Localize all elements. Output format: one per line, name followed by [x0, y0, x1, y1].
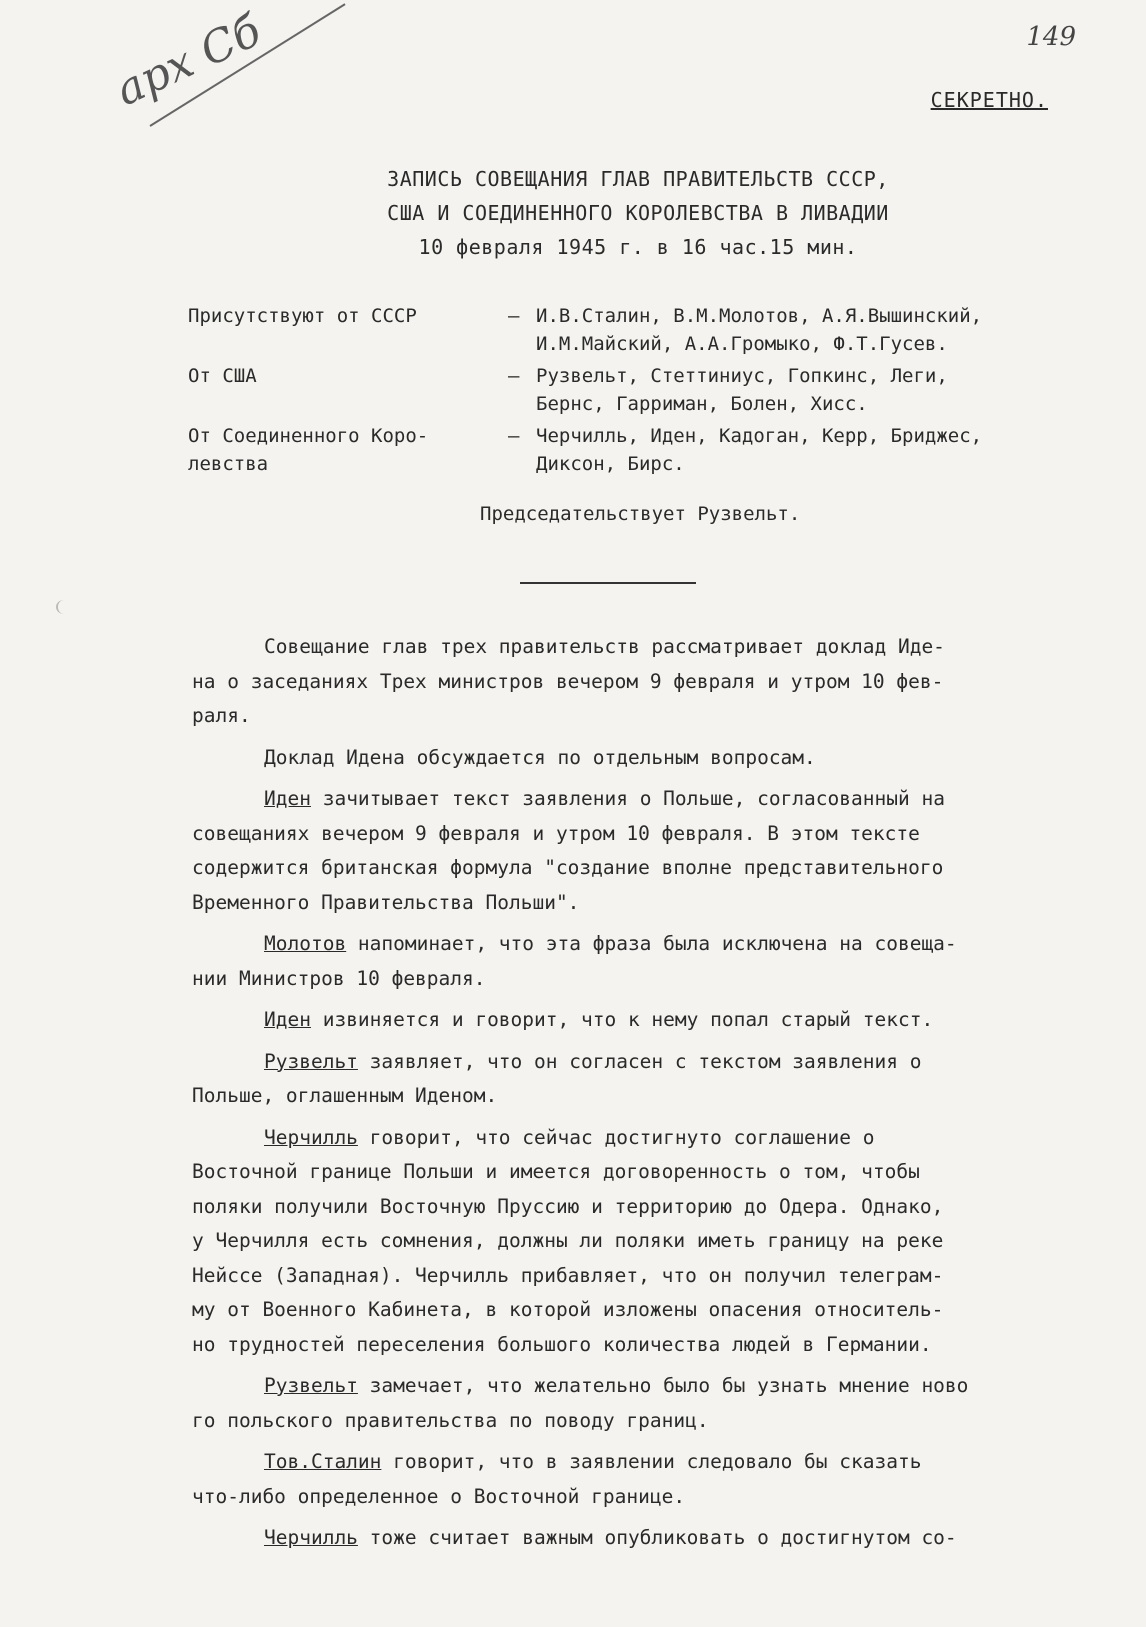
paragraph: Совещание глав трех правительств рассматривает доклад Иде- [264, 635, 945, 658]
paragraph: Иден извиняется и говорит, что к нему попал старый текст. [264, 1008, 934, 1031]
page-number: 149 [1026, 22, 1076, 52]
paragraph: Черчилль говорит, что сейчас достигнуто соглашение о [264, 1125, 875, 1149]
chair-statement: Председательствует Рузвельт. [480, 503, 801, 525]
handwritten-archive-note: арх Сб [108, 5, 269, 117]
speaker-name: Рузвельт [264, 1049, 358, 1073]
paragraph: Рузвельт замечает, что желательно было бы узнать мнение ново [264, 1374, 969, 1397]
section-divider [520, 582, 696, 584]
participants-label: От США [188, 365, 257, 387]
classification-stamp [931, 88, 1048, 112]
paragraph: Тов.Сталин говорит, что в заявлении следовало бы сказать [264, 1450, 922, 1473]
participants-label: От Соединенного Коро- левства [188, 425, 429, 475]
speaker-name: Иден [264, 1008, 311, 1031]
participants-names: Черчилль, Иден, Кадоган, Керр, Бриджес, Диксон, Бирс. [536, 425, 983, 475]
paragraph: Рузвельт заявляет, что он согласен с текстом заявления о [264, 1049, 922, 1073]
participants-usa: От США – Рузвельт, Стеттиниус, Гопкинс, Леги, Бернс, Гарриман, Болен, Хисс. [188, 362, 1088, 418]
speaker-name: Рузвельт [264, 1374, 358, 1397]
participants-names: Рузвельт, Стеттиниус, Гопкинс, Леги, Бернс, Гарриман, Болен, Хисс. [536, 365, 948, 415]
speaker-name: Иден [264, 787, 311, 810]
participants-label: Присутствуют от СССР [188, 305, 417, 327]
title-line-1: ЗАПИСЬ СОВЕЩАНИЯ ГЛАВ ПРАВИТЕЛЬСТВ СССР, [387, 167, 889, 191]
speaker-name: Тов.Сталин [264, 1450, 382, 1473]
paragraph: Иден зачитывает текст заявления о Польше, согласованный на [264, 787, 945, 810]
punch-hole-mark [56, 600, 72, 614]
title-line-3: 10 февраля 1945 г. в 16 час.15 мин. [418, 235, 858, 259]
speaker-name: Черчилль [264, 1526, 358, 1549]
title-line-2: США И СОЕДИНЕННОГО КОРОЛЕВСТВА В ЛИВАДИИ [387, 201, 889, 225]
participants-ussr: Присутствуют от СССР – И.В.Сталин, В.М.Молотов, А.Я.Вышинский, И.М.Майский, А.А.Громыко, Ф.Т.Гусев. [188, 302, 1088, 358]
paragraph: Доклад Идена обсуждается по отдельным вопросам. [264, 745, 816, 769]
paragraph: Молотов напоминает, что эта фраза была исключена на совеща- [264, 932, 957, 955]
paragraph: Черчилль тоже считает важным опубликовать о достигнутом со- [264, 1526, 957, 1549]
document-title [0, 162, 1146, 264]
participants-list [188, 302, 1088, 482]
speaker-name: Черчилль [264, 1125, 358, 1149]
participants-names: И.В.Сталин, В.М.Молотов, А.Я.Вышинский, И.М.Майский, А.А.Громыко, Ф.Т.Гусев. [536, 305, 983, 355]
speaker-name: Молотов [264, 932, 347, 955]
classification-text: СЕКРЕТНО. [930, 88, 1048, 112]
meeting-minutes-body: Совещание глав трех правительств рассматривает доклад Иде- на о заседаниях Трех министров вечером 9 февраля и утром 10 фев- раля. Доклад Идена обсуждается по отдельным вопросам. Иден зачитывает текст заявления о Польше, согласованный на совещаниях вечером 9 февраля и утром 10 февраля. В этом тексте содержится британская формула "создание вполне представительного Временного Правительства Польши". Молотов напоминает, что эта фраза была исключена на совеща- нии Министров 10 февраля. Иден извиняется и говорит, что к нему попал старый текст. Рузвельт заявляет, что он согласен с текстом заявления о Польше, оглашенным Иденом. Черчилль говорит, что сейчас достигнуто соглашение о Восточной границе Польши и имеется договоренность о том, чтобы поляки получили Восточную Пруссию и территорию до Одера. Однако, у Черчилля есть сомнения, должны ли поляки иметь границу на реке Нейссе (Западная). Черчилль прибавляет, что он получил телеграм- му от Военного Кабинета, в которой изложены опасения относитель- но трудностей переселения большого количества людей в Германии. Рузвельт замечает, что желательно было бы узнать мнение ново го польского правительства по поводу границ. Тов.Сталин говорит, что в заявлении следовало бы сказать что-либо определенное о Восточной границе. Черчилль тоже считает важным опубликовать о достигнутом со- [192, 630, 1117, 1556]
participants-uk: От Соединенного Коро- левства – Черчилль, Иден, Кадоган, Керр, Бриджес, Диксон, Бирс. [188, 422, 1088, 478]
